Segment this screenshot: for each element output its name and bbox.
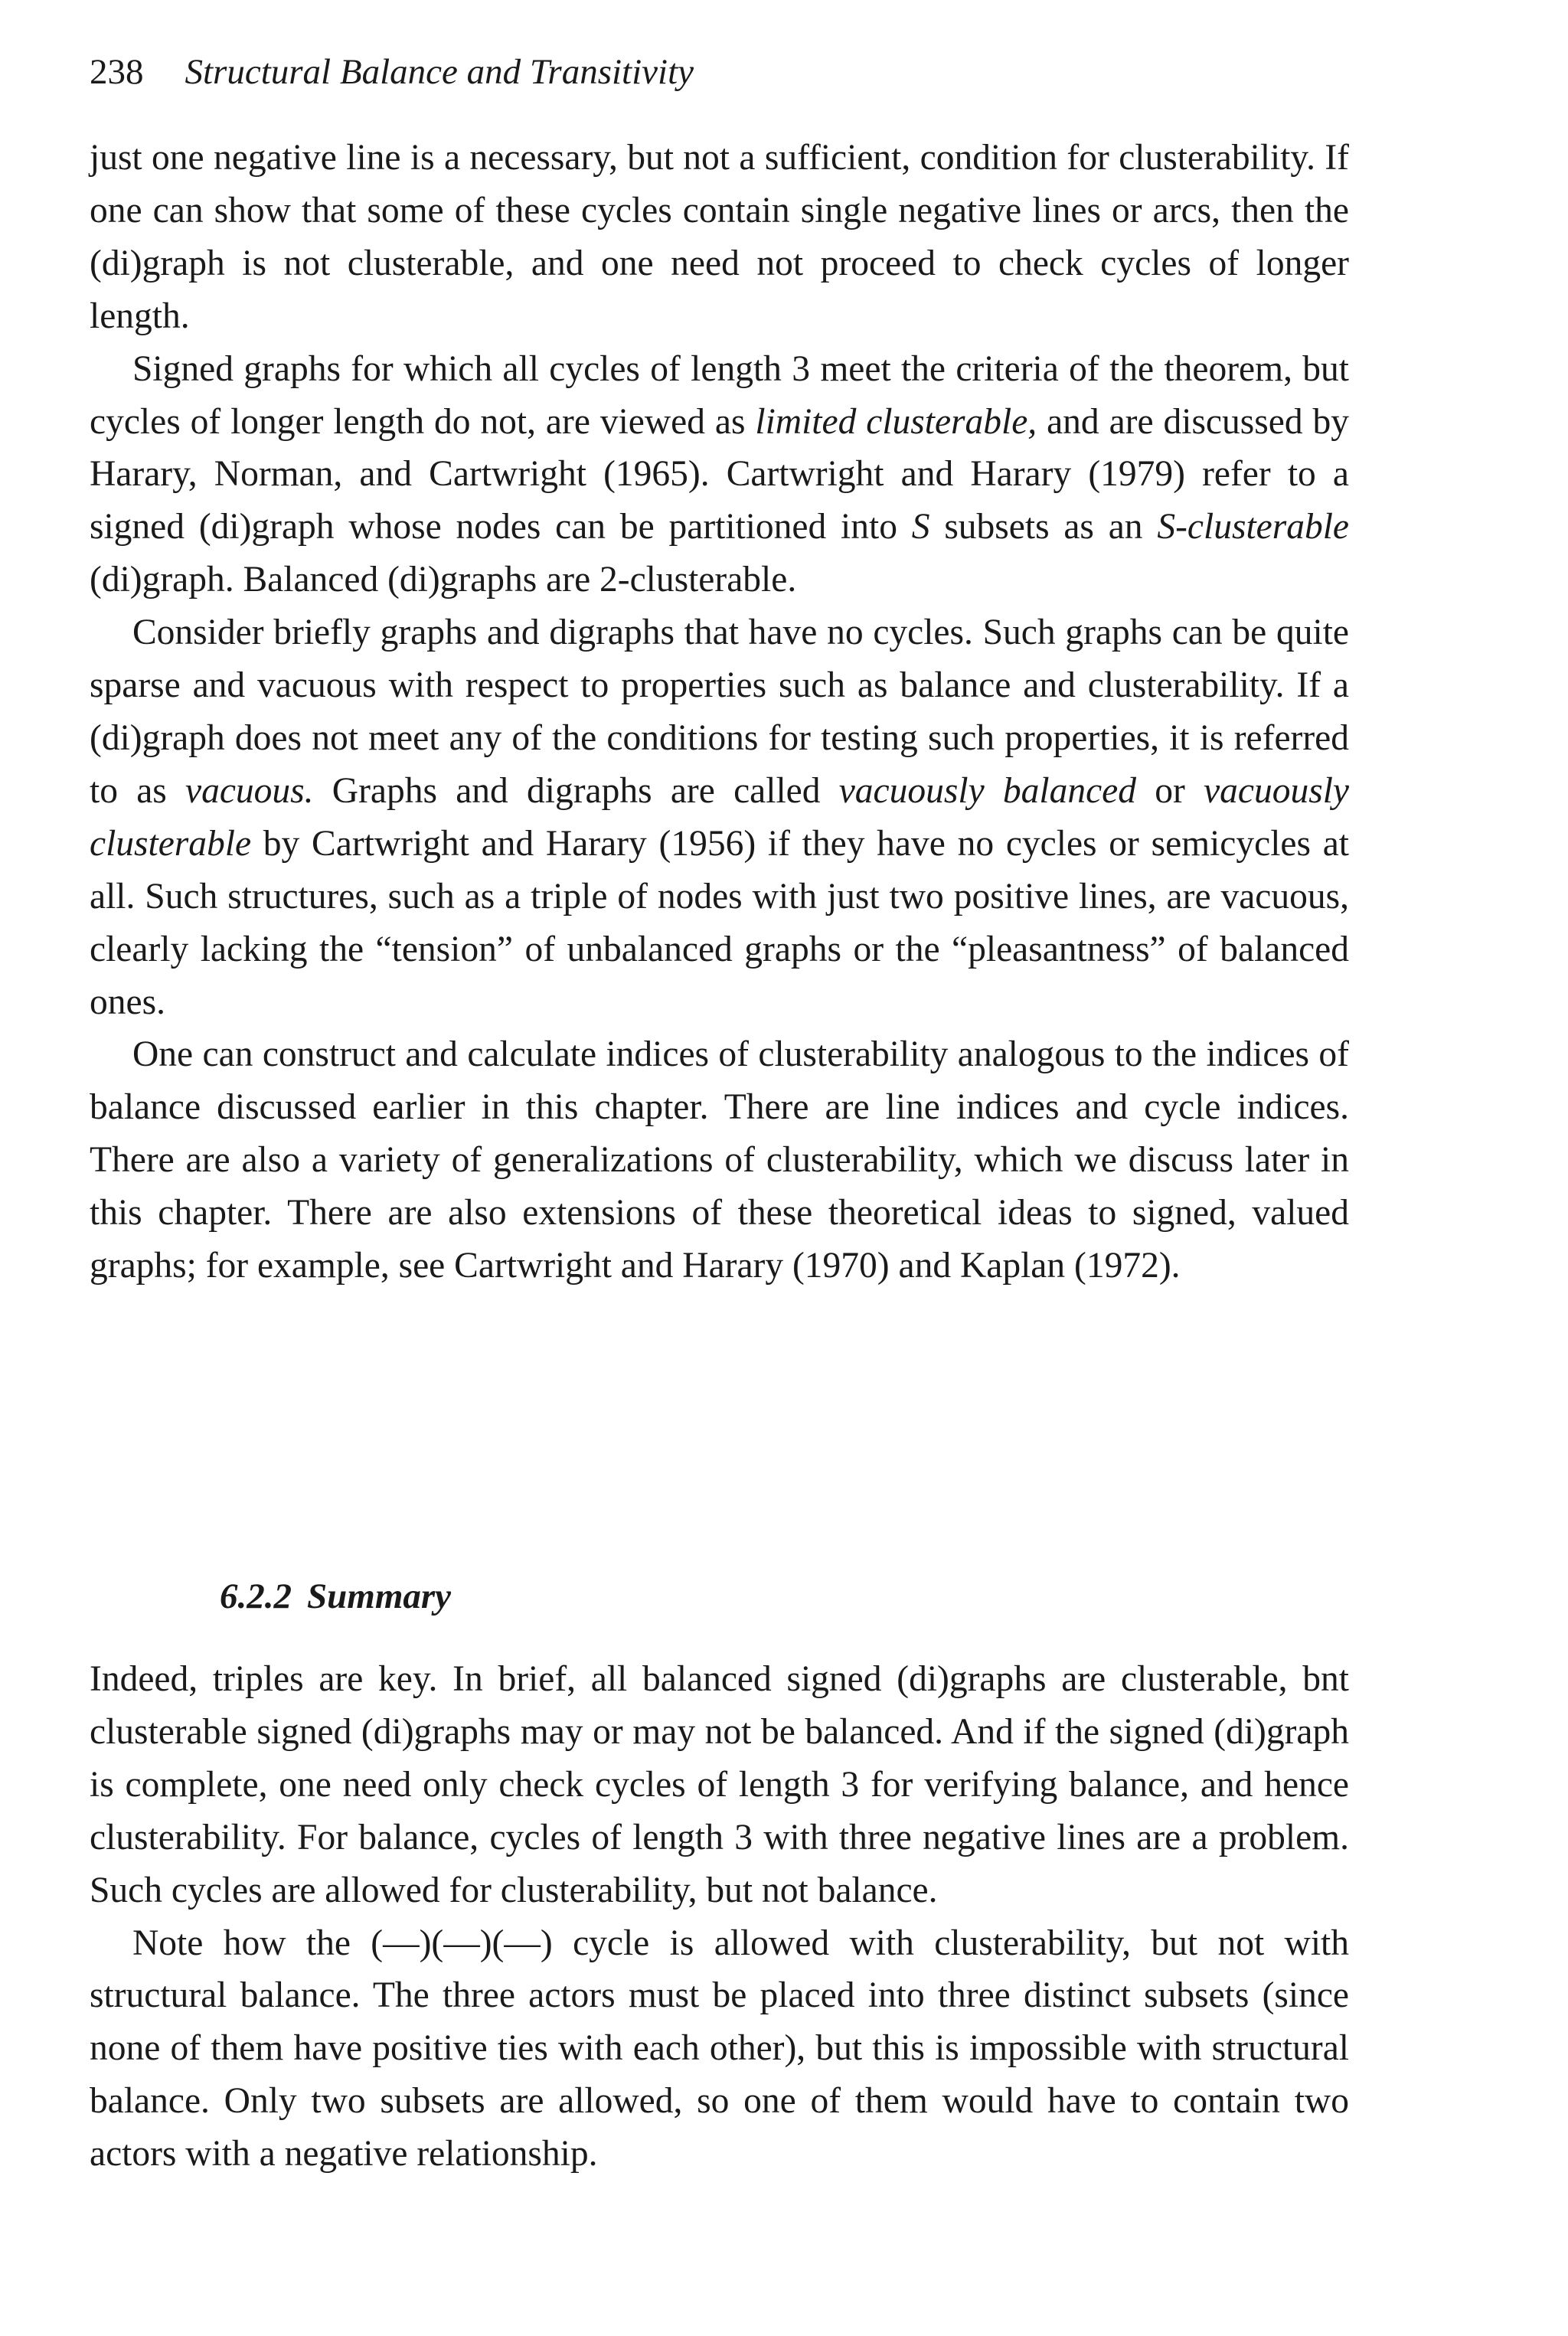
page-number: 238 [90, 52, 144, 92]
italic-term: vacuously balanced [838, 770, 1137, 811]
text-run: by Cartwright and Harary (1956) if they have no cycles or semicycles at all. Such structures, such as a triple of nodes with just two positive lines, are vacuous, clearly lacking the “tension” of unbalanced graphs or the “pleasantness” of balanced ones. [90, 823, 1349, 1022]
text-run: subsets as an [929, 507, 1158, 547]
text-run: Consider briefly graphs and digraphs that have no cycles. Such graphs can be quite sparse and vacuous with respect to properties such as balance and clusterability. If a (di)graph does not meet any of the conditions for testing such properties, it is referred to as [90, 613, 1349, 811]
text-run: (di)graph. Balanced (di)graphs are 2-clusterable. [90, 560, 797, 600]
text-run: Graphs and digraphs are called [313, 770, 839, 811]
body-text-bottom [90, 1653, 1349, 2181]
italic-term: S-clusterable [1157, 507, 1349, 547]
paragraph [90, 606, 1349, 1028]
running-head [90, 49, 694, 95]
body-text-top [90, 132, 1349, 1292]
section-heading [220, 1573, 451, 1619]
paragraph [90, 343, 1349, 607]
text-run: or [1136, 770, 1204, 811]
paragraph: One can construct and calculate indices of clusterability analogous to the indices of balance discussed earlier in this chapter. There are line indices and cycle indices. There are also a variety of generalizations of clusterability, which we discuss later in this chapter. There are also extensions of these theoretical ideas to signed, valued graphs; for example, see Cartwright and Harary (1970) and Kaplan (1972). [90, 1034, 1349, 1286]
section-title: Summary [307, 1576, 452, 1616]
paragraph: just one negative line is a necessary, but not a sufficient, condition for clusterability. If one can show that some of these cycles contain single negative lines or arcs, then the (di)graph is not clusterable, and one need not proceed to check cycles of longer length. [90, 138, 1349, 336]
paragraph: Indeed, triples are key. In brief, all balanced signed (di)graphs are clusterable, bnt clusterable signed (di)graphs may or may not be balanced. And if the signed (di)graph is complete, one need only check cycles of length 3 for verifying balance, and hence clusterability. For balance, cycles of length 3 with three negative lines are a problem. Such cycles are allowed for clusterability, but not balance. [90, 1659, 1349, 1910]
italic-term: vacuously clusterable [90, 770, 1350, 864]
running-title: Structural Balance and Transitivity [185, 52, 694, 92]
italic-term: limited clusterable, [755, 401, 1037, 442]
text-run: and are discussed by Harary, Norman, and Cartwright (1965). Cartwright and Harary (1979) refer to a signed (di)graph whose nodes can be partitioned into [90, 401, 1349, 547]
text-run: Signed graphs for which all cycles of length 3 meet the criteria of the theorem, but cycles of longer length do not, are viewed as [90, 348, 1349, 442]
italic-term: S [911, 507, 930, 547]
paragraph: Note how the (—)(—)(—) cycle is allowed with clusterability, but not with structural balance. The three actors must be placed into three distinct subsets (since none of them have positive ties with each other), but this is impossible with structural balance. Only two subsets are allowed, so one of them would have to contain two actors with a negative relationship. [90, 1923, 1349, 2174]
section-number: 6.2.2 [220, 1576, 292, 1616]
italic-term: vacuous. [185, 770, 314, 811]
